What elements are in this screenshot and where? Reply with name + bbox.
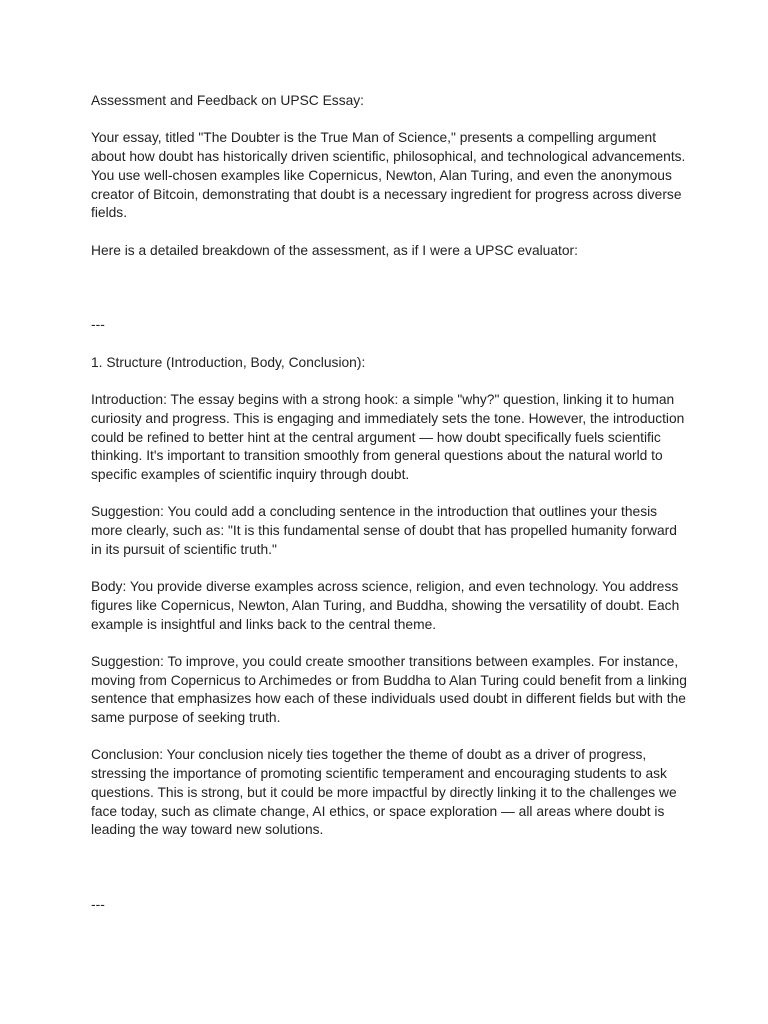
section-separator: --- — [91, 317, 105, 333]
document-heading: Assessment and Feedback on UPSC Essay: — [91, 93, 365, 108]
introduction-suggestion-paragraph: Suggestion: You could add a concluding sentence in the introduction that outlines your thesis more clearly, such as: "It is this fundamental sense of doubt that has propelled humanity forward in its pursuit of scientific truth." — [91, 504, 677, 557]
section-separator: --- — [91, 897, 105, 913]
document-body — [91, 92, 691, 915]
section-title: 1. Structure (Introduction, Body, Conclusion): — [91, 354, 366, 370]
introduction-feedback-paragraph: Introduction: The essay begins with a strong hook: a simple "why?" question, linking it to human curiosity and progress. This is engaging and immediately sets the tone. However, the introduction could be refined to better hint at the central argument — how doubt specifically fuels scientific thinking. It's important to transition smoothly from general questions about the natural world to specific examples of scientific inquiry through doubt. — [91, 392, 685, 482]
breakdown-intro-paragraph: Here is a detailed breakdown of the assessment, as if I were a UPSC evaluator: — [91, 242, 578, 258]
conclusion-feedback-paragraph: Conclusion: Your conclusion nicely ties together the theme of doubt as a driver of progress, stressing the importance of promoting scientific temperament and encouraging students to ask questions. This is strong, but it could be more impactful by directly linking it to the challenges we face today, such as climate change, AI ethics, or space exploration — all areas where doubt is leading the way toward new solutions. — [91, 747, 677, 838]
body-suggestion-paragraph: Suggestion: To improve, you could create smoother transitions between examples. For instance, moving from Copernicus to Archimedes or from Buddha to Alan Turing could benefit from a linking sentence that emphasizes how each of these individuals used doubt in different fields but with the same purpose of seeking truth. — [91, 653, 687, 726]
intro-paragraph: Your essay, titled "The Doubter is the True Man of Science," presents a compelling argument about how doubt has historically driven scientific, philosophical, and technological advancements. You use well-chosen examples like Copernicus, Newton, Alan Turing, and even the anonymous creator of Bitcoin, demonstrating that doubt is a necessary ingredient for progress across diverse fields. — [91, 130, 686, 221]
body-feedback-paragraph: Body: You provide diverse examples across science, religion, and even technology. You address figures like Copernicus, Newton, Alan Turing, and Buddha, showing the versatility of doubt. Each example is insightful and links back to the central theme. — [91, 579, 680, 632]
